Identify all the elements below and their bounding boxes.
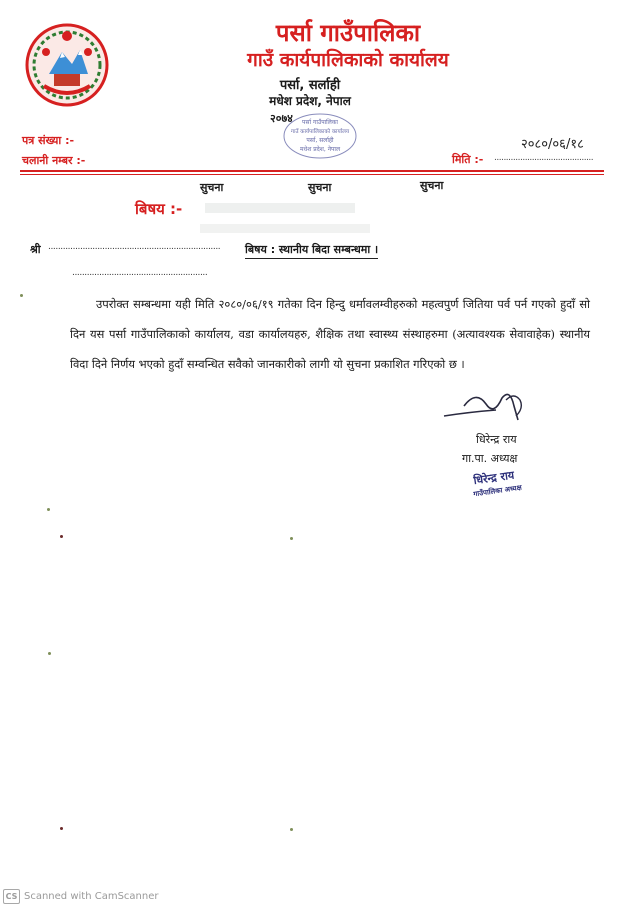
stamp-line-2: गाउँ कार्यपालिकाको कार्यालय (290, 129, 350, 135)
camscanner-icon: CS (3, 889, 20, 904)
scan-speck (47, 508, 50, 511)
signatory-stamp-name: धिरेन्द्र राय (472, 468, 516, 488)
established-year: २०७४ (270, 112, 293, 125)
faded-print-area-2 (200, 224, 370, 233)
scan-speck (48, 652, 51, 655)
nepal-emblem-logo (24, 22, 110, 108)
office-subtitle: गाउँ कार्यपालिकाको कार्यालय (247, 49, 449, 71)
stamp-line-4: मधेश प्रदेश, नेपाल (299, 146, 341, 153)
miti-dotted-line: .......................................... (494, 153, 594, 163)
subject-line: बिषय : स्थानीय बिदा सम्बन्धमा । (245, 242, 378, 259)
addressee-dotted-line-2: ....................................................... (72, 268, 208, 278)
chalani-number-label: चलानी नम्बर :- (22, 154, 86, 167)
shree-label: श्री (30, 243, 41, 256)
bishay-label: बिषय :- (135, 200, 183, 218)
scan-speck (290, 537, 293, 540)
notice-heading-2: सुचना (308, 181, 332, 194)
handwritten-signature (440, 386, 550, 430)
notice-body-paragraph: उपरोक्त सम्बन्धमा यही मिति २०८०/०६/१९ गतेका दिन हिन्दु धर्मावलम्वीहरुको महत्वपुर्ण जितिया पर्व पर्न गएको हुदाँ सो दिन यस पर्सा गाउँपालिकाको कार्यालय, वडा कार्यालयहरु, शैक्षिक तथा स्वास्थ्य संस्थाहरुमा (अत्यावश्यक सेवावाहेक) स्थानीय विदा दिने निर्णय भएको हुदाँ सम्वन्धित सवैको जानकारीको लागी यो सुचना प्रकाशित गरिएको छ । (70, 297, 590, 371)
scanner-text: Scanned with CamScanner (24, 891, 159, 902)
stamp-line-3: पर्सा, सर्लाही (306, 137, 334, 144)
date-value: २०८०/०६/१८ (521, 137, 584, 152)
stamp-line-1: पर्सा गाउँपालिका (302, 119, 338, 126)
camscanner-watermark (3, 889, 159, 904)
patra-sankhya-label: पत्र संख्या :- (22, 134, 75, 147)
signatory-stamp-title: गाउँपालिका अध्यक्ष (472, 483, 523, 496)
scan-speck (290, 828, 293, 831)
notice-heading-1: सुचना (200, 181, 224, 194)
signatory-stamp (466, 466, 556, 496)
scan-speck (60, 535, 63, 538)
signatory-name: धिरेन्द्र राय (476, 433, 517, 446)
addressee-dotted-line: ...................................................................... (48, 242, 221, 252)
miti-label: मिति :- (452, 153, 484, 166)
office-name: पर्सा गाउँपालिका (275, 19, 421, 47)
scan-speck (20, 294, 23, 297)
faded-print-area (205, 203, 355, 213)
address-line-2: मधेश प्रदेश, नेपाल (269, 94, 351, 108)
scan-speck (60, 827, 63, 830)
address-line-1: पर्सा, सर्लाही (279, 78, 341, 93)
header-rule-thick (20, 170, 604, 172)
header-rule-thin (20, 174, 604, 175)
signatory-title: गा.पा. अध्यक्ष (462, 452, 518, 465)
notice-heading-3: सुचना (420, 179, 444, 192)
